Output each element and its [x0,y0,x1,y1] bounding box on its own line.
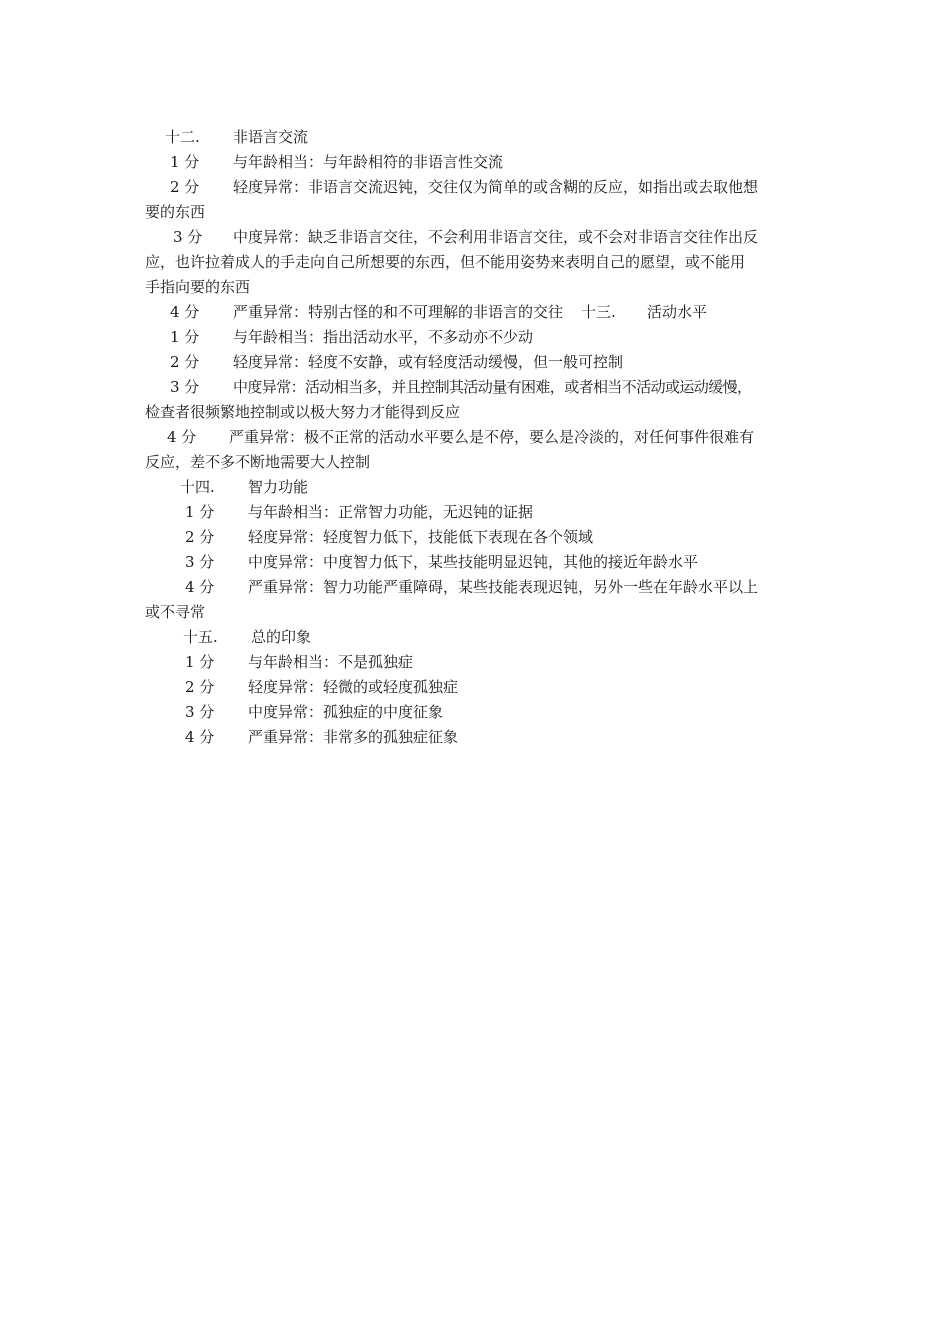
s13-item-4 [145,425,825,450]
s12-item-2-cont [145,200,825,225]
item-text: 中度异常：中度智力低下，某些技能明显迟钝，其他的接近年龄水平 [248,553,699,571]
item-text-continued: 要的东西 [145,203,206,221]
item-text: 与年龄相当：指出活动水平，不多动亦不少动 [233,328,534,346]
item-text: 严重异常：智力功能严重障碍，某些技能表现迟钝，另外一些在年龄水平以上 [248,578,759,596]
score-label: 3 分 [185,703,215,721]
s15-item-2 [145,675,825,700]
section-14-number: 十四. [180,478,215,496]
section-15-number: 十五. [183,628,218,646]
item-text: 与年龄相当：不是孤独症 [248,653,414,671]
score-label: 4 分 [185,728,215,746]
item-text-continued: 反应，差不多不断地需要大人控制 [145,453,371,471]
item-text: 中度异常：孤独症的中度征象 [248,703,444,721]
item-text: 轻度异常：轻微的或轻度孤独症 [248,678,459,696]
document-body [145,125,825,750]
score-label: 2 分 [170,353,200,371]
item-text: 严重异常：非常多的孤独症征象 [248,728,459,746]
section-14-heading [145,475,825,500]
s14-item-2 [145,525,825,550]
section-12-title: 非语言交流 [233,128,309,146]
s13-item-4-cont [145,450,825,475]
s14-item-3 [145,550,825,575]
section-12-heading [145,125,825,150]
score-label: 1 分 [170,153,200,171]
section-15-heading [145,625,825,650]
item-text-continued: 应，也许拉着成人的手走向自己所想要的东西，但不能用姿势来表明自己的愿望，或不能用 [145,253,746,271]
s14-item-4-cont [145,600,825,625]
item-text: 与年龄相当：与年龄相符的非语言性交流 [233,153,504,171]
s13-item-3-cont [145,400,825,425]
item-text-continued: 检查者很频繁地控制或以极大努力才能得到反应 [145,403,461,421]
section-15-title: 总的印象 [251,628,312,646]
score-label: 4 分 [185,578,215,596]
s13-item-2 [145,350,825,375]
section-12-number: 十二. [165,128,200,146]
s12-item-3-cont2 [145,275,825,300]
s12-item-2 [145,175,825,200]
score-label: 1 分 [185,503,215,521]
score-label: 4 分 [170,303,200,321]
s12-item-4-with-s13-heading [145,300,825,325]
score-label: 1 分 [170,328,200,346]
s13-item-1 [145,325,825,350]
s15-item-4 [145,725,825,750]
score-label: 2 分 [185,528,215,546]
s15-item-3 [145,700,825,725]
s13-item-3 [145,375,825,400]
s14-item-1 [145,500,825,525]
item-text: 轻度异常：轻度智力低下，技能低下表现在各个领域 [248,528,594,546]
s12-item-3 [145,225,825,250]
s15-item-1 [145,650,825,675]
score-label: 2 分 [170,178,200,196]
score-label: 3 分 [185,553,215,571]
item-text: 中度异常：活动相当多，并且控制其活动量有困难，或者相当不活动或运动缓慢， [233,378,752,396]
section-14-title: 智力功能 [248,478,309,496]
item-text: 与年龄相当：正常智力功能，无迟钝的证据 [248,503,534,521]
s12-item-1 [145,150,825,175]
score-label: 3 分 [173,228,203,246]
score-label: 1 分 [185,653,215,671]
item-text: 轻度异常：轻度不安静，或有轻度活动缓慢，但一般可控制 [233,353,624,371]
item-text-continued: 或不寻常 [145,603,206,621]
section-13-number: 十三. [581,303,616,321]
score-label: 4 分 [167,428,197,446]
item-text-continued: 手指向要的东西 [145,278,251,296]
item-text: 严重异常：特别古怪的和不可理解的非语言的交往 [233,303,564,321]
score-label: 2 分 [185,678,215,696]
s14-item-4 [145,575,825,600]
item-text: 中度异常：缺乏非语言交往，不会利用非语言交往，或不会对非语言交往作出反 [233,228,759,246]
item-text: 严重异常：极不正常的活动水平要么是不停，要么是冷淡的，对任何事件很难有 [229,428,755,446]
s12-item-3-cont [145,250,825,275]
item-text: 轻度异常：非语言交流迟钝，交往仅为简单的或含糊的反应，如指出或去取他想 [233,178,759,196]
section-13-title: 活动水平 [647,303,708,321]
score-label: 3 分 [170,378,200,396]
